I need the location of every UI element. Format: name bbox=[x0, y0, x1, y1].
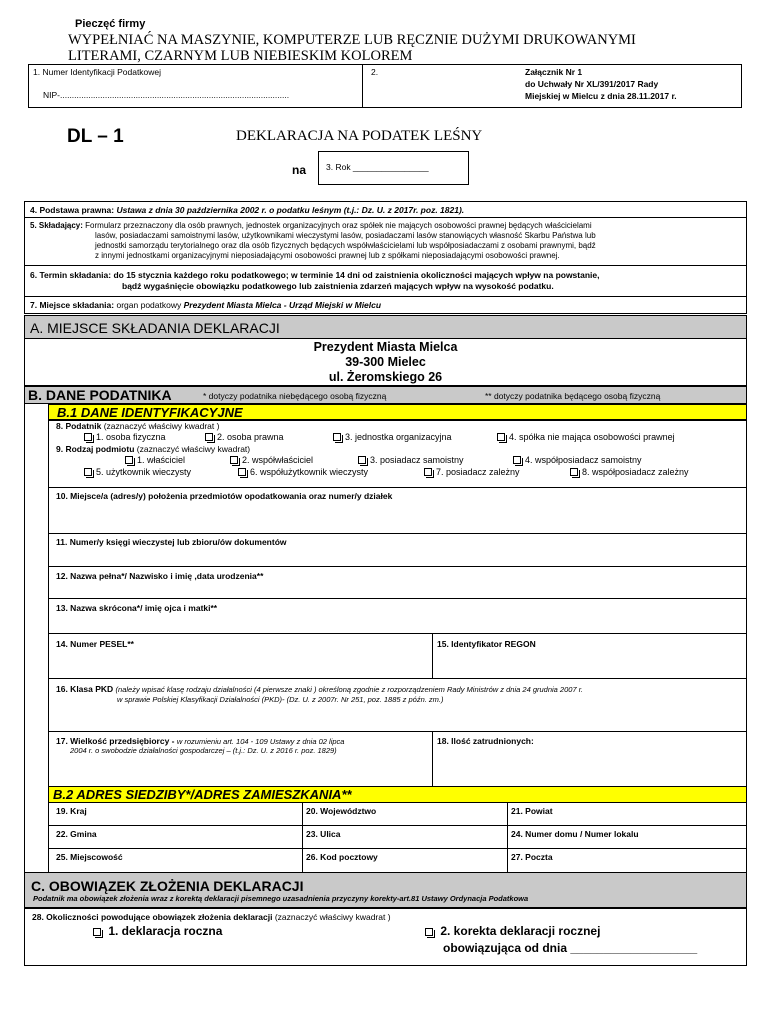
f14-label[interactable]: 14. Numer PESEL** bbox=[56, 639, 134, 649]
filing-place: 7. Miejsce składania: organ podatkowy Prezydent Miasta Mielca - Urząd Miejski w Mielcu bbox=[30, 300, 382, 310]
f26-label[interactable]: 26. Kod pocztowy bbox=[306, 852, 378, 862]
b1-header bbox=[48, 404, 747, 420]
year-field[interactable] bbox=[318, 151, 469, 185]
field-2-label: 2. bbox=[371, 67, 379, 77]
checkbox-icon bbox=[238, 468, 246, 476]
f15-label[interactable]: 15. Identyfikator REGON bbox=[437, 639, 536, 649]
checkbox-icon bbox=[358, 456, 366, 464]
office-name: Prezydent Miasta Mielca bbox=[313, 340, 458, 354]
f23-label[interactable]: 23. Ulica bbox=[306, 829, 341, 839]
office-city: 39-300 Mielec bbox=[345, 355, 426, 369]
f9-option-5[interactable]: 5. użytkownik wieczysty bbox=[84, 467, 191, 477]
f9-label: 9. Rodzaj podmiotu (zaznaczyć właściwy kwadrat) bbox=[56, 444, 251, 454]
form-code: DL – 1 bbox=[67, 126, 124, 147]
f24-label[interactable]: 24. Numer domu / Numer lokalu bbox=[511, 829, 639, 839]
f8-option-2[interactable]: 2. osoba prawna bbox=[205, 432, 284, 442]
f10-label[interactable]: 10. Miejsce/a (adres/y) położenia przedmiotów opodatkowania oraz numer/y działek bbox=[56, 491, 393, 501]
checkbox-icon bbox=[125, 456, 133, 464]
f11-label[interactable]: 11. Numer/y księgi wieczystej lub zbioru/ów dokumentów bbox=[56, 537, 287, 547]
title-na: na bbox=[292, 163, 307, 177]
f8-option-3[interactable]: 3. jednostka organizacyjna bbox=[333, 432, 452, 442]
nip-value: NIP-................................................................................................. bbox=[43, 90, 290, 100]
f8-option-4[interactable]: 4. spółka nie mająca osobowości prawnej bbox=[497, 432, 675, 442]
form-title: DEKLARACJA NA PODATEK LEŚNY bbox=[236, 128, 483, 144]
company-stamp-label: Pieczęć firmy bbox=[75, 18, 146, 30]
section-b-title: B. DANE PODATNIKA bbox=[28, 387, 172, 403]
section-c-subtitle: Podatnik ma obowiązek złożenia wraz z korektą deklaracji pisemnego uzasadnienia przyczyny korekty-art.81 Ustawy Ordynacja Podatkowa bbox=[33, 894, 529, 903]
f28-option-correction[interactable]: 2. korekta deklaracji rocznej bbox=[425, 924, 600, 938]
filing-office-box bbox=[24, 338, 747, 386]
f25-label[interactable]: 25. Miejscowość bbox=[56, 852, 123, 862]
b2-header bbox=[48, 786, 747, 803]
f9-option-3[interactable]: 3. posiadacz samoistny bbox=[358, 455, 464, 465]
f16-text-2: w sprawie Polskiej Klasyfikacji Działalności (PKD)- (Dz. U. z 2007r. Nr 251, poz. 1885 z późn. zm.) bbox=[117, 695, 444, 704]
year-label: 3. Rok ________________ bbox=[326, 162, 429, 172]
section-a-header bbox=[24, 315, 747, 339]
instruction-line-1: WYPEŁNIAĆ NA MASZYNIE, KOMPUTERZE LUB RĘCZNIE DUŻYMI DRUKOWANYMI bbox=[68, 32, 636, 48]
deadline-line-2: bądź wygaśnięcie obowiązku podatkowego lub zaistnienia zdarzeń mających wpływ na wysokość podatku. bbox=[122, 281, 554, 291]
f9-option-2[interactable]: 2. współwłaściciel bbox=[230, 455, 313, 465]
f28-correction-date[interactable]: obowiązująca od dnia ___________________ bbox=[443, 941, 698, 955]
f16-label[interactable]: 16. Klasa PKD (należy wpisać klasę rodzaju działalności (4 pierwsze znaki ) określoną zgodnie z rozporządzeniem Rady Ministrów z dnia 24 grudnia 2007 r. bbox=[56, 684, 583, 694]
checkbox-icon bbox=[84, 433, 92, 441]
attachment-line-3: Miejskiej w Mielcu z dnia 28.11.2017 r. bbox=[525, 91, 677, 101]
f20-label[interactable]: 20. Województwo bbox=[306, 806, 377, 816]
checkbox-icon bbox=[425, 928, 433, 936]
checkbox-icon bbox=[205, 433, 213, 441]
f9-option-7[interactable]: 7. posiadacz zależny bbox=[424, 467, 520, 477]
instruction-line-2: LITERAMI, CZARNYM LUB NIEBIESKIM KOLOREM bbox=[68, 48, 413, 64]
office-street: ul. Żeromskiego 26 bbox=[328, 370, 443, 384]
attachment-line-2: do Uchwały Nr XL/391/2017 Rady bbox=[525, 79, 659, 89]
f22-label[interactable]: 22. Gmina bbox=[56, 829, 97, 839]
deadline-line-1: 6. Termin składania: do 15 stycznia każdego roku podatkowego; w terminie 14 dni od zaistnienia okoliczności mających wpływ na powstanie, bbox=[30, 270, 600, 280]
section-b-note-2: ** dotyczy podatnika będącego osobą fizyczną bbox=[485, 391, 661, 401]
checkbox-icon bbox=[424, 468, 432, 476]
filer-line-3: jednostki samorządu terytorialnego oraz dla osób fizycznych będących współwłaścicielami lub współposiadaczami z osobami prawnymi, bądź bbox=[95, 241, 596, 250]
checkbox-icon bbox=[93, 928, 101, 936]
f17-text-2: 2004 r. o swobodzie działalności gospodarczej – (t.j.: Dz. U. z 2016 r. poz. 1829) bbox=[70, 746, 337, 755]
checkbox-icon bbox=[333, 433, 341, 441]
b2-title: B.2 ADRES SIEDZIBY*/ADRES ZAMIESZKANIA** bbox=[53, 787, 352, 802]
f8-label: 8. Podatnik (zaznaczyć właściwy kwadrat ) bbox=[56, 421, 220, 431]
f9-option-1[interactable]: 1. właściciel bbox=[125, 455, 185, 465]
checkbox-icon bbox=[513, 456, 521, 464]
f12-label[interactable]: 12. Nazwa pełna*/ Nazwisko i imię ,data urodzenia** bbox=[56, 571, 264, 581]
f21-label[interactable]: 21. Powiat bbox=[511, 806, 553, 816]
attachment-line-1: Załącznik Nr 1 bbox=[525, 67, 583, 77]
checkbox-icon bbox=[497, 433, 505, 441]
f28-label: 28. Okoliczności powodujące obowiązek złożenia deklaracji (zaznaczyć właściwy kwadrat ) bbox=[32, 912, 391, 922]
f9-option-4[interactable]: 4. współposiadacz samoistny bbox=[513, 455, 642, 465]
f28-box bbox=[24, 908, 747, 966]
section-c-header bbox=[24, 872, 747, 908]
nip-field[interactable] bbox=[28, 64, 363, 108]
section-b-header bbox=[24, 386, 747, 404]
field-2[interactable] bbox=[362, 64, 742, 108]
f19-label[interactable]: 19. Kraj bbox=[56, 806, 87, 816]
f28-option-annual[interactable]: 1. deklaracja roczna bbox=[93, 924, 222, 938]
filer-line-2: lasów, posiadaczami samoistnymi lasów, użytkownikami wieczystymi lasów, posiadaczami lasów stanowiących własność Skarbu Państwa lub bbox=[95, 231, 596, 240]
f13-label[interactable]: 13. Nazwa skrócona*/ imię ojca i matki** bbox=[56, 603, 218, 613]
nip-label: 1. Numer Identyfikacji Podatkowej bbox=[33, 67, 162, 77]
f17-label[interactable]: 17. Wielkość przedsiębiorcy - w rozumieniu art. 104 - 109 Ustawy z dnia 02 lipca bbox=[56, 736, 345, 746]
checkbox-icon bbox=[570, 468, 578, 476]
section-b-note-1: * dotyczy podatnika niebędącego osobą fizyczną bbox=[203, 391, 387, 401]
section-c-title: C. OBOWIĄZEK ZŁOŻENIA DEKLARACJI bbox=[31, 878, 304, 894]
f9-option-6[interactable]: 6. współużytkownik wieczysty bbox=[238, 467, 368, 477]
f9-option-8[interactable]: 8. współposiadacz zależny bbox=[570, 467, 689, 477]
f8-option-1[interactable]: 1. osoba fizyczna bbox=[84, 432, 166, 442]
f18-label[interactable]: 18. Ilość zatrudnionych: bbox=[437, 736, 534, 746]
f27-label[interactable]: 27. Poczta bbox=[511, 852, 553, 862]
filer-line-4: z innymi jednostkami organizacyjnymi nieposiadającymi osobowości prawnej lub z spółkami nieposiadającymi osobowości prawnej. bbox=[95, 251, 560, 260]
checkbox-icon bbox=[230, 456, 238, 464]
filer-label: 5. Składający: Formularz przeznaczony dla osób prawnych, jednostek organizacyjnych oraz spółek nie mających osobowości prawnej będących właścicielami bbox=[30, 221, 592, 230]
legal-basis: 4. Podstawa prawna: Ustawa z dnia 30 października 2002 r. o podatku leśnym (t.j.: Dz. U. z 2017r. poz. 1821). bbox=[30, 205, 465, 215]
checkbox-icon bbox=[84, 468, 92, 476]
section-a-title: A. MIEJSCE SKŁADANIA DEKLARACJI bbox=[30, 320, 280, 336]
b1-title: B.1 DANE IDENTYFIKACYJNE bbox=[57, 405, 243, 420]
